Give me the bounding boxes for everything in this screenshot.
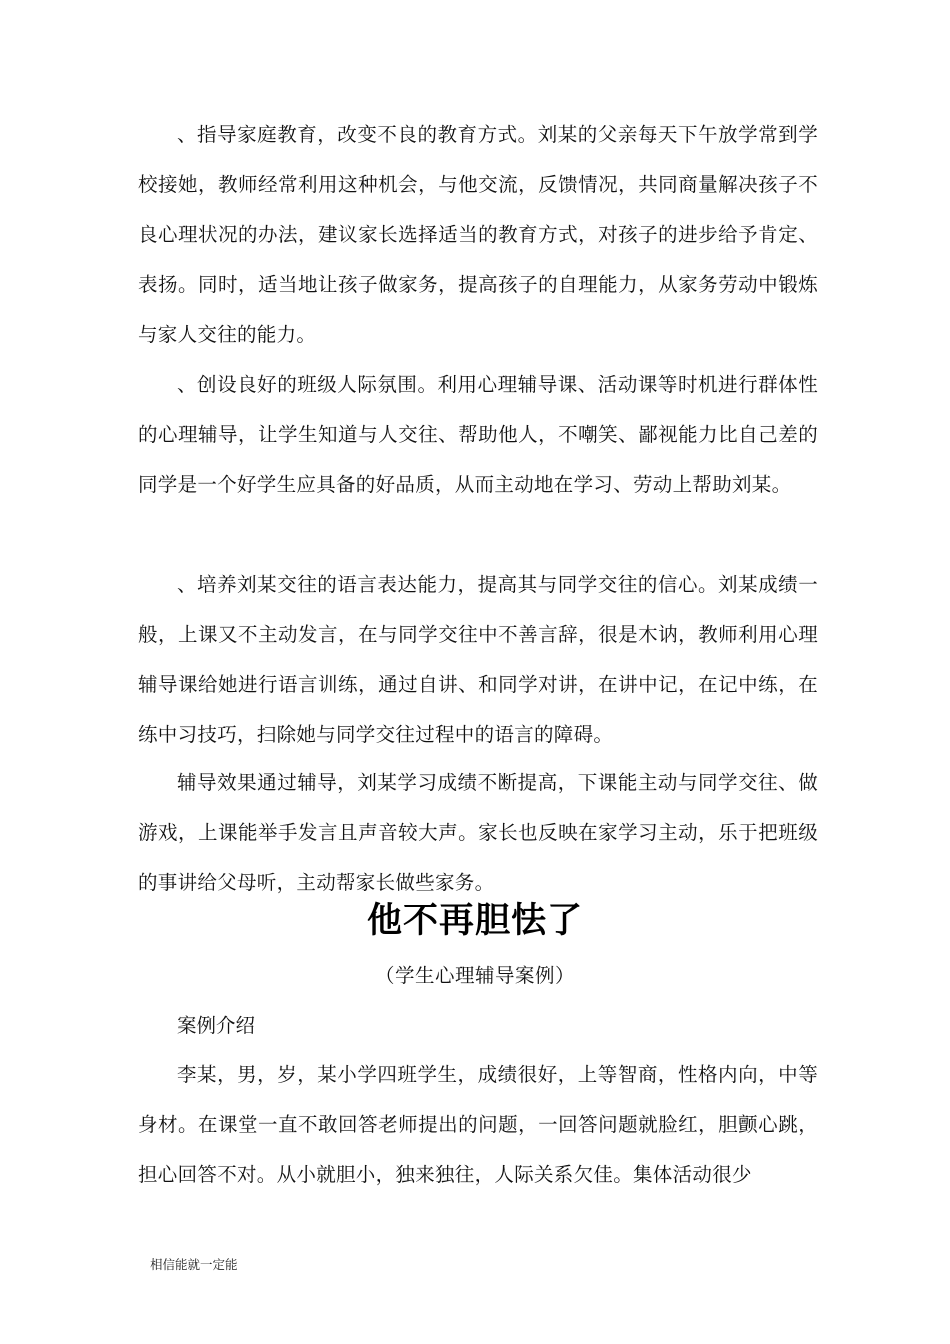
paragraph-language-training: 、培养刘某交往的语言表达能力，提高其与同学交往的信心。刘某成绩一般，上课又不主动发言，在与同学交往中不善言辞，很是木讷，教师利用心理辅导课给她进行语言训练，通过自讲、和同学对讲，在讲中记，在记中练，在练中习技巧，扫除她与同学交往过程中的语言的障碍。 bbox=[138, 573, 818, 746]
paragraph-family-education: 、指导家庭教育，改变不良的教育方式。刘某的父亲每天下午放学常到学校接她，教师经常利用这种机会，与他交流，反馈情况，共同商量解决孩子不良心理状况的办法，建议家长选择适当的教育方式，对孩子的进步给予肯定、表扬。同时，适当地让孩子做家务，提高孩子的自理能力，从家务劳动中锻炼与家人交往的能力。 bbox=[138, 123, 818, 346]
case-subtitle: （学生心理辅导案例） bbox=[374, 964, 575, 987]
paragraph-class-atmosphere: 、创设良好的班级人际氛围。利用心理辅导课、活动课等时机进行群体性的心理辅导，让学生知道与人交往、帮助他人，不嘲笑、鄙视能力比自己差的同学是一个好学生应具备的好品质，从而主动地在学习、劳动上帮助刘某。 bbox=[138, 373, 818, 496]
case-title: 他不再胆怯了 bbox=[366, 901, 583, 941]
page-footer: 相信能就一定能 bbox=[150, 1257, 238, 1272]
paragraph-counseling-effect: 辅导效果通过辅导，刘某学习成绩不断提高，下课能主动与同学交往、做游戏，上课能举手发言且声音较大声。家长也反映在家学习主动，乐于把班级的事讲给父母听，主动帮家长做些家务。 bbox=[138, 771, 818, 894]
paragraph-case-intro: 李某，男，岁，某小学四班学生，成绩很好，上等智商，性格内向，中等身材。在课堂一直不敢回答老师提出的问题，一回答问题就脸红，胆颤心跳，担心回答不对。从小就胆小，独来独往，人际关系欠佳。集体活动很少 bbox=[138, 1063, 818, 1186]
section-heading-case-intro: 案例介绍 bbox=[177, 1014, 256, 1037]
